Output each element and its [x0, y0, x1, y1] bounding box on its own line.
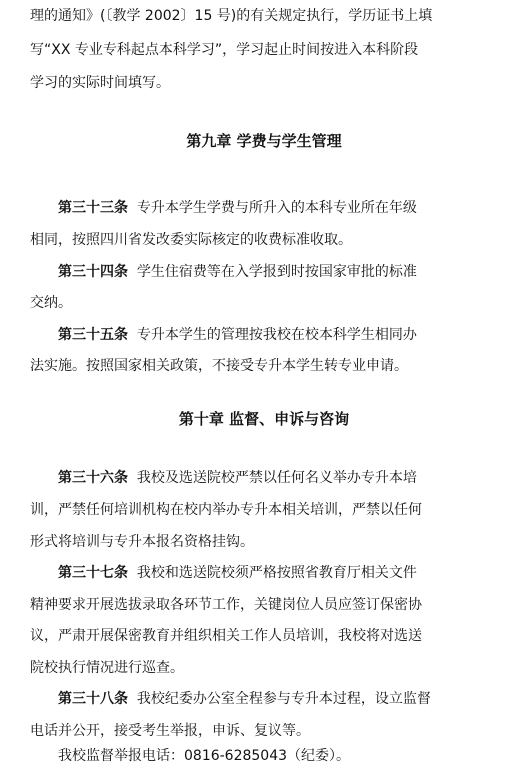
- article-37-line-4: 院校执行情况进行巡查。: [30, 660, 184, 676]
- article-37-line-2: 精神要求开展选拔录取各环节工作，关键岗位人员应签订保密协: [30, 597, 422, 613]
- article-36-text: 我校及选送院校严禁以任何名义举办专升本培: [136, 470, 417, 486]
- article-34-label: 第三十四条: [58, 264, 128, 280]
- article-38-line-2: 电话并公开，接受考生举报，申诉、复议等。: [30, 723, 310, 739]
- article-36-label: 第三十六条: [58, 470, 128, 486]
- article-37-label: 第三十七条: [58, 565, 128, 581]
- article-33-line-2: 相同，按照四川省发改委实际核定的收费标准收取。: [30, 232, 352, 248]
- article-35-line-1: [58, 325, 502, 345]
- article-37-line-1: [58, 563, 502, 583]
- article-35-label: 第三十五条: [58, 327, 128, 343]
- article-36-line-1: [58, 468, 502, 488]
- article-34-text: 学生住宿费等在入学报到时按国家审批的标准: [136, 264, 417, 280]
- article-37-text: 我校和选送院校须严格按照省教育厅相关文件: [136, 565, 417, 581]
- article-33-line-1: [58, 198, 502, 218]
- article-35-line-2: 法实施。按照国家相关政策，不接受专升本学生转专业申请。: [30, 358, 408, 374]
- intro-line-3: 学习的实际时间填写。: [30, 75, 170, 91]
- article-36-line-3: 形式将培训与专升本报名资格挂钩。: [30, 534, 254, 550]
- article-37-line-3: 议，严肃开展保密教育并组织相关工作人员培训，我校将对选送: [30, 628, 422, 644]
- article-34-line-1: [58, 262, 502, 282]
- chapter-10-title: 第十章 监督、申诉与咨询: [178, 410, 350, 428]
- article-38-text: 我校纪委办公室全程参与专升本过程，设立监督: [136, 691, 431, 707]
- intro-line-1: 理的通知》(〔教学 2002〕15 号)的有关规定执行，学历证书上填: [30, 8, 433, 24]
- article-36-line-2: 训，严禁任何培训机构在校内举办专升本相关培训，严禁以任何: [30, 502, 422, 518]
- article-34-line-2: 交纳。: [30, 295, 72, 311]
- article-38-line-1: [58, 689, 502, 709]
- article-38-label: 第三十八条: [58, 691, 128, 707]
- hotline-text: 我校监督举报电话：0816-6285043（纪委）。: [58, 748, 351, 764]
- article-33-text: 专升本学生学费与所升入的本科专业所在年级: [136, 200, 417, 216]
- chapter-9-title: 第九章 学费与学生管理: [186, 132, 342, 150]
- article-33-label: 第三十三条: [58, 200, 128, 216]
- article-35-text: 专升本学生的管理按我校在校本科学生相同办: [136, 327, 417, 343]
- intro-line-2: 写“XX 专业专科起点本科学习”，学习起止时间按进入本科阶段: [30, 42, 419, 58]
